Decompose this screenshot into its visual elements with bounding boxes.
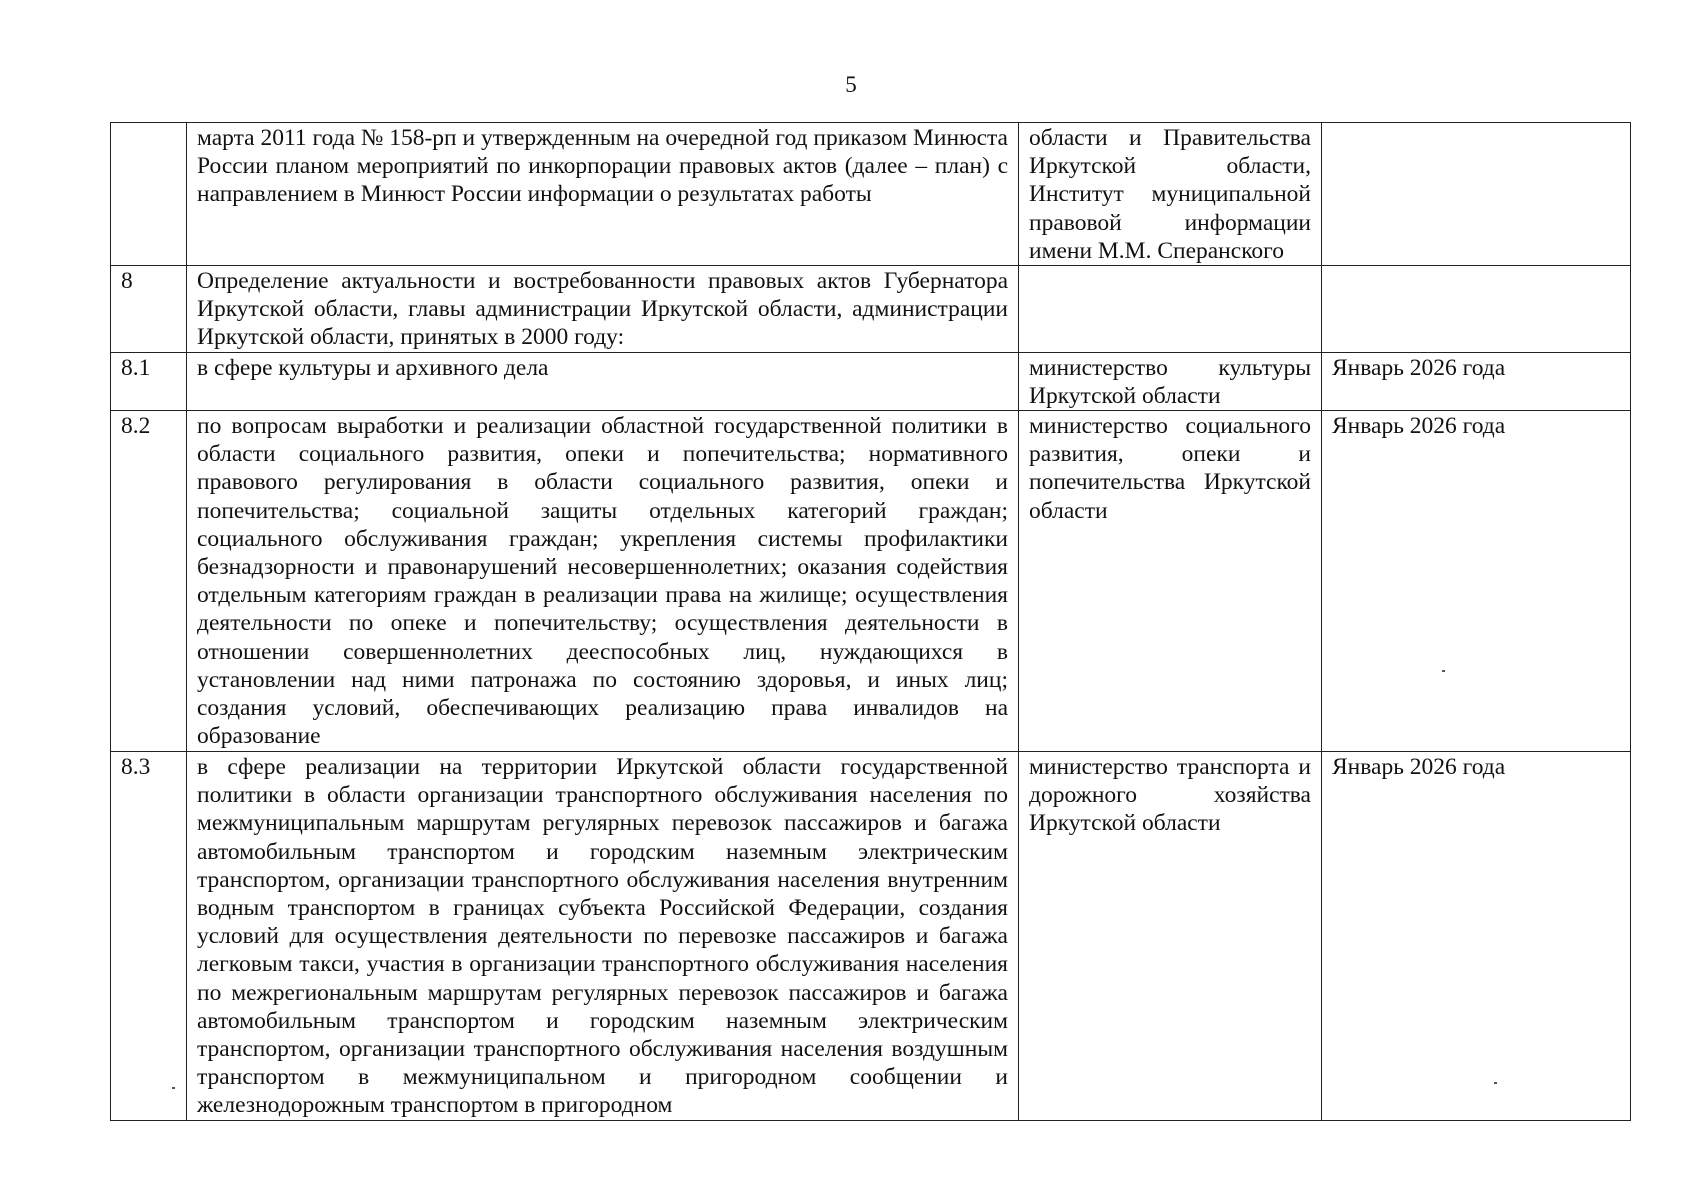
deadline-cell <box>1322 266 1631 353</box>
table-row <box>111 266 1631 353</box>
measure-description-cell: марта 2011 года № 158-рп и утвержденным на очередной год приказом Минюста России планом мероприятий по инкорпорации правовых актов (далее – план) с направлением в Минюст России информации о результатах работы <box>187 123 1019 266</box>
measure-description-cell: по вопросам выработки и реализации областной государственной политики в области социального развития, опеки и попечительства; нормативного правового регулирования в области социального развития, опеки и попечительства; социальной защиты отдельных категорий граждан; социального обслуживания граждан; укрепления системы профилактики безнадзорности и правонарушений несовершеннолетних; оказания содействия отдельным категориям граждан в реализации права на жилище; осуществления деятельности по опеке и попечительству; осуществления деятельности в отношении совершеннолетних дееспособных лиц, нуждающихся в установлении над ними патронажа по состоянию здоровья, и иных лиц; создания условий, обеспечивающих реализацию права инвалидов на образование <box>187 411 1019 752</box>
row-number-cell: 8.1 <box>111 352 187 410</box>
executor-cell: области и Правительства Иркутской области, Институт муниципальной правовой информации имени М.М. Сперанского <box>1019 123 1322 266</box>
table-row <box>111 123 1631 266</box>
table-row <box>111 752 1631 1121</box>
deadline-cell: Январь 2026 года <box>1322 752 1631 1121</box>
executor-cell: министерство транспорта и дорожного хозяйства Иркутской области <box>1019 752 1322 1121</box>
measure-description-cell: в сфере реализации на территории Иркутской области государственной политики в области организации транспортного обслуживания населения по межмуниципальным маршрутам регулярных перевозок пассажиров и багажа автомобильным транспортом и городским наземным электрическим транспортом, организации транспортного обслуживания населения внутренним водным транспортом в границах субъекта Российской Федерации, создания условий для осуществления деятельности по перевозке пассажиров и багажа легковым такси, участия в организации транспортного обслуживания населения по межрегиональным маршрутам регулярных перевозок пассажиров и багажа автомобильным транспортом и городским наземным электрическим транспортом, организации транспортного обслуживания населения воздушным транспортом в межмуниципальном и пригородном сообщении и железнодорожным транспортом в пригородном <box>187 752 1019 1121</box>
deadline-cell <box>1322 123 1631 266</box>
measure-description-cell: в сфере культуры и архивного дела <box>187 352 1019 410</box>
scan-speck <box>1442 670 1445 672</box>
page-number: 5 <box>845 72 857 97</box>
deadline-cell: Январь 2026 года <box>1322 352 1631 410</box>
row-number-cell: 8 <box>111 266 187 353</box>
scan-speck <box>1494 1082 1497 1084</box>
row-number-cell: 8.3 <box>111 752 187 1121</box>
executor-cell <box>1019 266 1322 353</box>
executor-cell: министерство культуры Иркутской области <box>1019 352 1322 410</box>
table-row <box>111 352 1631 410</box>
measure-description-cell: Определение актуальности и востребованности правовых актов Губернатора Иркутской области, главы администрации Иркутской области, администрации Иркутской области, принятых в 2000 году: <box>187 266 1019 353</box>
row-number-cell: 8.2 <box>111 411 187 752</box>
scan-speck <box>172 1087 175 1089</box>
executor-cell: министерство социального развития, опеки и попечительства Иркутской области <box>1019 411 1322 752</box>
table-row <box>111 411 1631 752</box>
plan-table <box>110 122 1631 1121</box>
deadline-cell: Январь 2026 года <box>1322 411 1631 752</box>
row-number-cell <box>111 123 187 266</box>
